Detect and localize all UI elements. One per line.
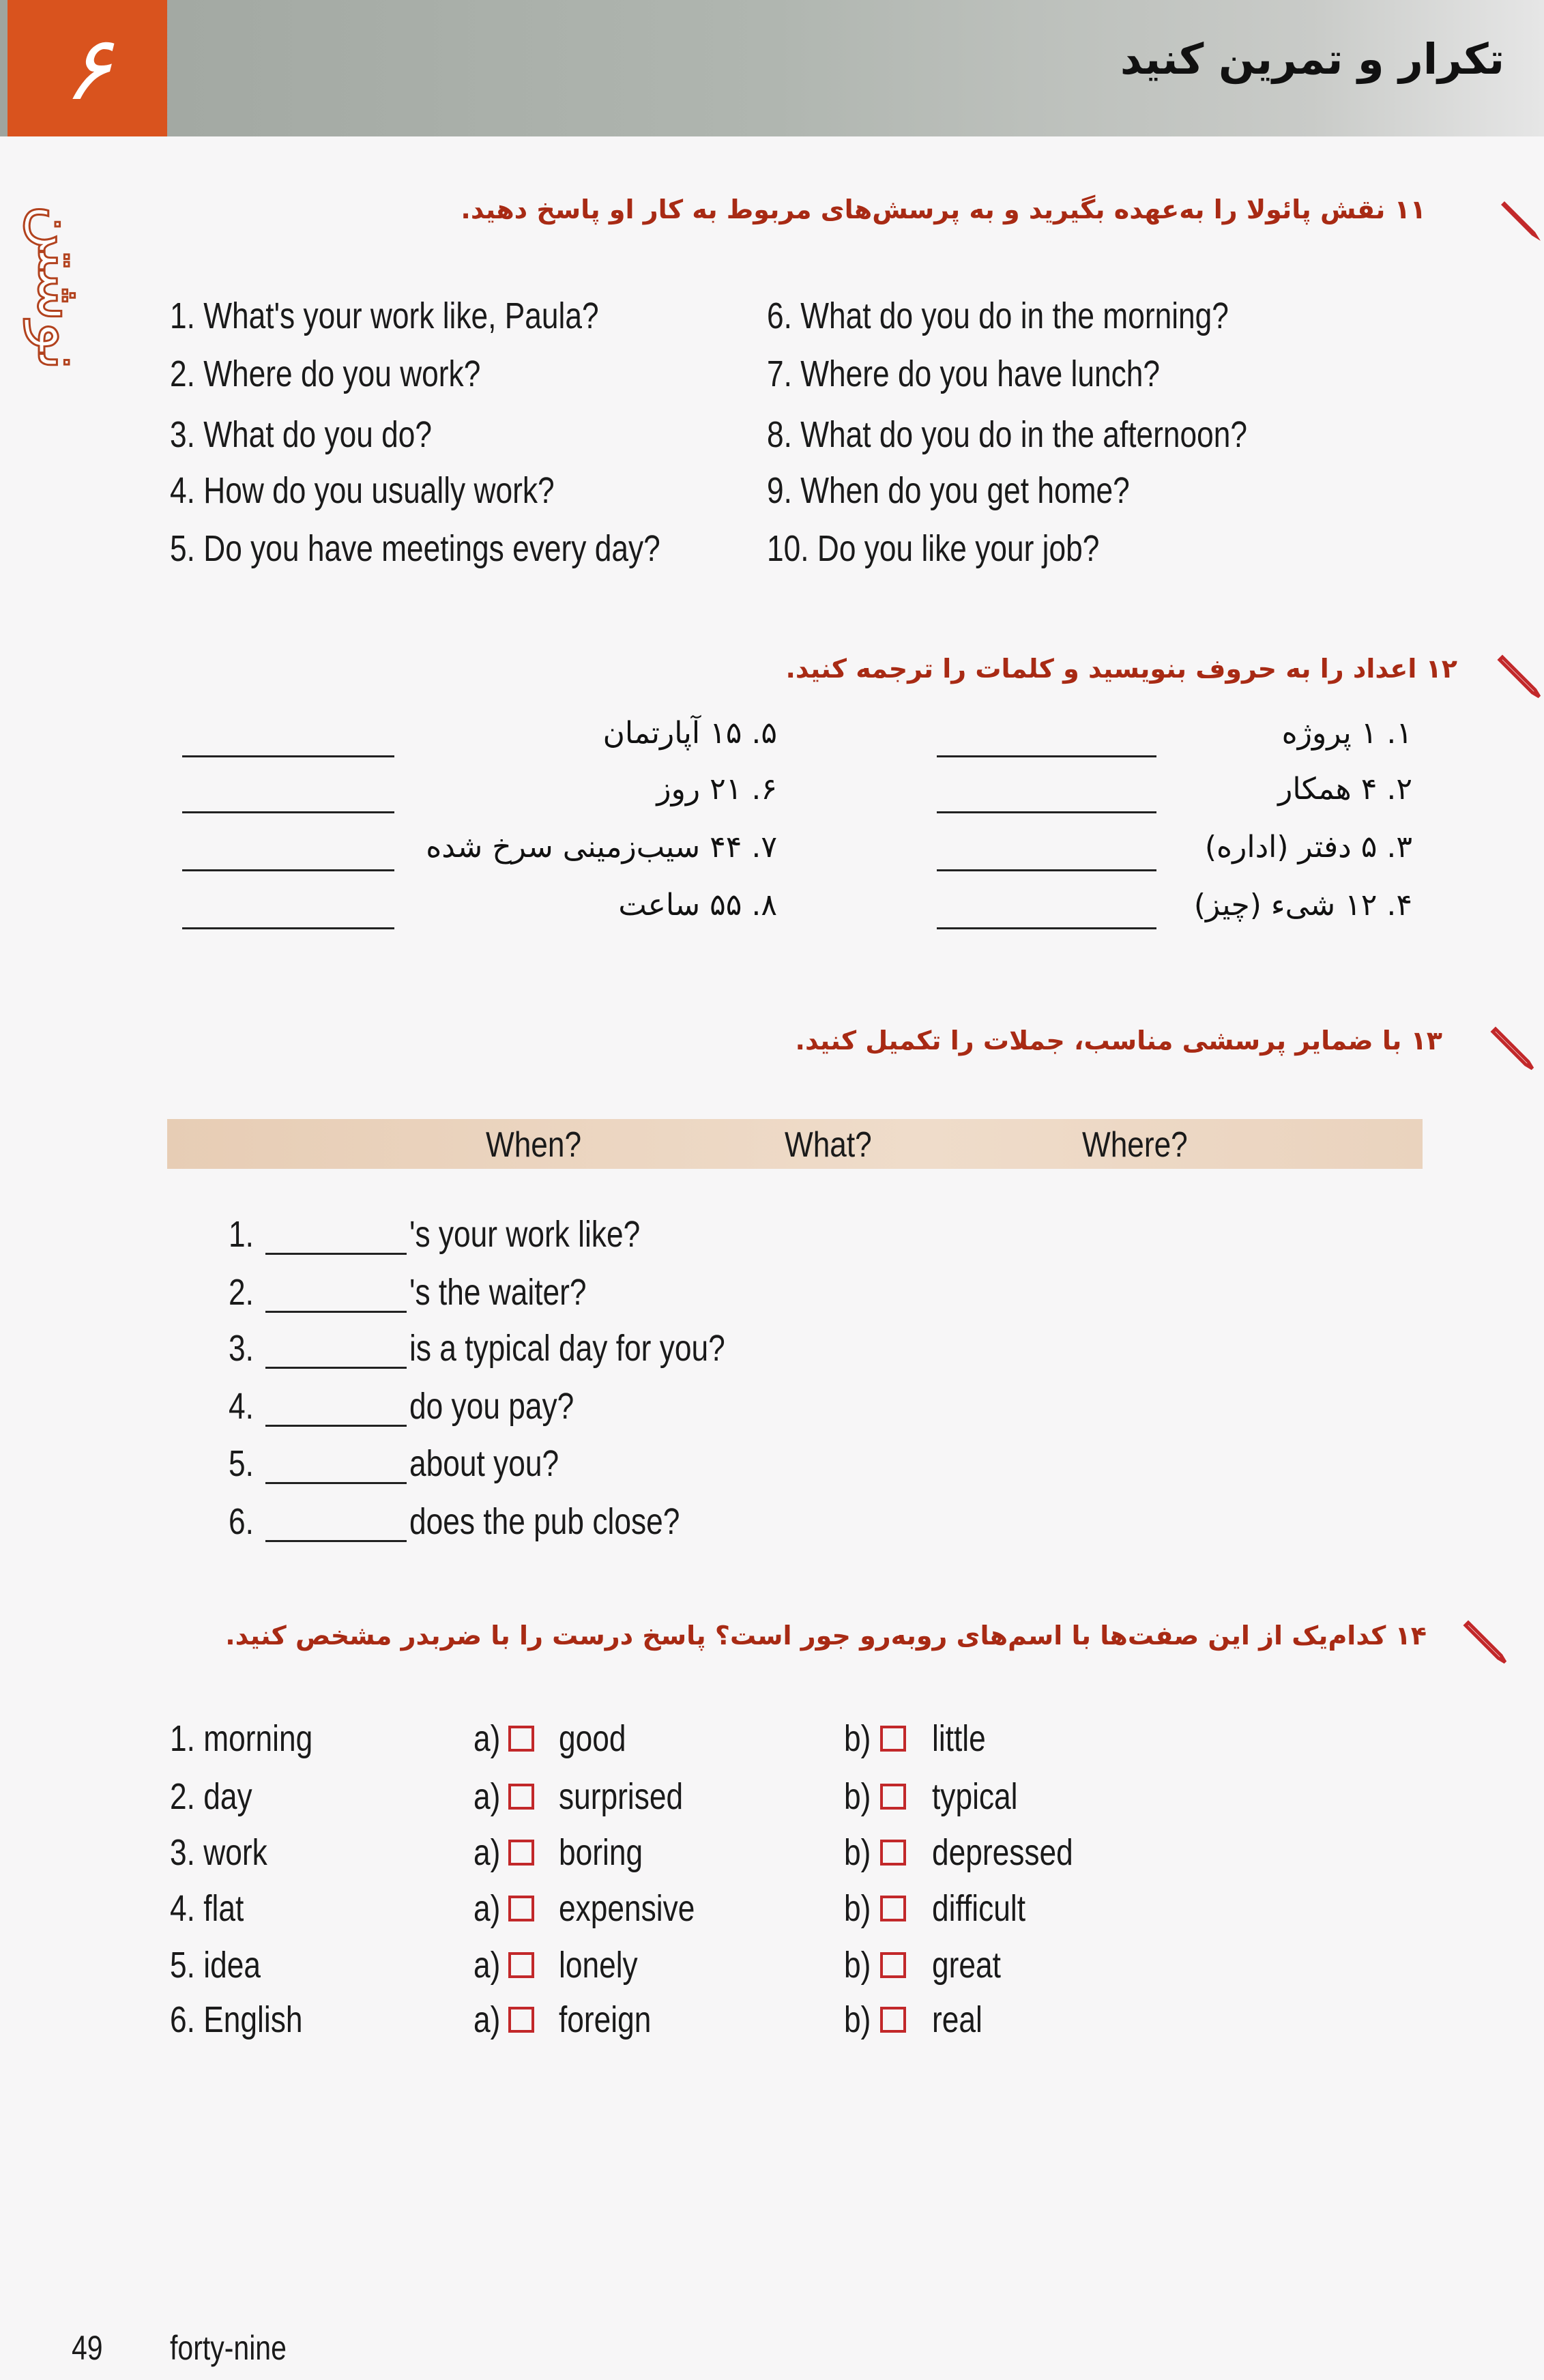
option-b-word: depressed: [932, 1832, 1073, 1873]
side-label-logo: نوشتن: [24, 205, 96, 371]
option-b-label: b): [844, 1999, 871, 2040]
option-where: Where?: [1082, 1125, 1188, 1165]
sentence-text: about you?: [409, 1443, 559, 1484]
sentence-blank[interactable]: [265, 1367, 407, 1369]
translation-item: ۳. ۵ دفتر (اداره): [1204, 830, 1412, 865]
question-item: 7. Where do you have lunch?: [767, 353, 1161, 394]
sentence-blank[interactable]: [265, 1311, 407, 1313]
option-b-word: little: [932, 1718, 986, 1759]
option-a-checkbox[interactable]: [508, 2007, 534, 2033]
option-b-word: typical: [932, 1776, 1018, 1817]
option-what: What?: [785, 1125, 872, 1165]
question-item: 10. Do you like your job?: [767, 528, 1100, 569]
option-b-label: b): [844, 1945, 871, 1986]
sentence-text: is a typical day for you?: [409, 1328, 725, 1369]
sentence-blank[interactable]: [265, 1540, 407, 1542]
sentence-number: 3.: [229, 1328, 254, 1369]
question-item: 8. What do you do in the afternoon?: [767, 414, 1248, 455]
option-a-label: a): [474, 1888, 501, 1929]
sentence-number: 5.: [229, 1443, 254, 1484]
translation-item: ۶. ۲۱ روز: [656, 772, 777, 807]
option-when: When?: [486, 1125, 582, 1165]
option-a-checkbox[interactable]: [508, 1726, 534, 1752]
noun-item: 6. English: [170, 1999, 303, 2040]
option-b-label: b): [844, 1888, 871, 1929]
word-bank: [167, 1119, 1423, 1169]
option-a-checkbox[interactable]: [508, 1840, 534, 1866]
exercise-13-title: ۱۳ با ضمایر پرسشی مناسب، جملات را تکمیل کنید.: [795, 1026, 1442, 1056]
sentence-number: 1.: [229, 1214, 254, 1255]
sentence-blank[interactable]: [265, 1253, 407, 1255]
option-b-label: b): [844, 1832, 871, 1873]
answer-blank[interactable]: [937, 811, 1156, 813]
option-a-word: lonely: [559, 1945, 638, 1986]
option-a-checkbox[interactable]: [508, 1896, 534, 1921]
question-item: 4. How do you usually work?: [170, 470, 555, 511]
sentence-text: does the pub close?: [409, 1501, 680, 1542]
option-b-word: great: [932, 1945, 1001, 1986]
answer-blank[interactable]: [182, 811, 394, 813]
noun-item: 2. day: [170, 1776, 252, 1817]
answer-blank[interactable]: [937, 755, 1156, 757]
option-a-word: foreign: [559, 1999, 652, 2040]
chapter-number: ۶: [8, 0, 167, 136]
option-a-word: surprised: [559, 1776, 684, 1817]
option-b-checkbox[interactable]: [880, 2007, 906, 2033]
page-title: تکرار و تمرین کنید: [1120, 34, 1504, 84]
option-a-label: a): [474, 1945, 501, 1986]
question-item: 3. What do you do?: [170, 414, 433, 455]
option-a-word: expensive: [559, 1888, 695, 1929]
translation-item: ۲. ۴ همکار: [1278, 772, 1412, 807]
question-item: 1. What's your work like, Paula?: [170, 295, 599, 336]
noun-item: 1. morning: [170, 1718, 313, 1759]
option-b-checkbox[interactable]: [880, 1784, 906, 1810]
option-b-label: b): [844, 1776, 871, 1817]
question-item: 6. What do you do in the morning?: [767, 295, 1229, 336]
translation-item: ۴. ۱۲ شیء (چیز): [1193, 888, 1412, 923]
option-b-word: difficult: [932, 1888, 1026, 1929]
answer-blank[interactable]: [182, 755, 394, 757]
exercise-12-title: ۱۲ اعداد را به حروف بنویسید و کلمات را ترجمه کنید.: [785, 654, 1457, 684]
question-item: 5. Do you have meetings every day?: [170, 528, 660, 569]
question-item: 9. When do you get home?: [767, 470, 1130, 511]
translation-item: ۵. ۱۵ آپارتمان: [602, 716, 777, 751]
page-number-words: forty-nine: [170, 2329, 287, 2367]
translation-item: ۷. ۴۴ سیب‌زمینی سرخ شده: [426, 830, 777, 865]
noun-item: 4. flat: [170, 1888, 244, 1929]
page-number: 49: [72, 2329, 103, 2367]
answer-blank[interactable]: [182, 927, 394, 929]
option-a-label: a): [474, 1832, 501, 1873]
option-a-word: good: [559, 1718, 626, 1759]
pencil-icon: [1460, 1617, 1508, 1665]
answer-blank[interactable]: [937, 869, 1156, 871]
sentence-number: 4.: [229, 1386, 254, 1427]
option-a-checkbox[interactable]: [508, 1784, 534, 1810]
option-b-checkbox[interactable]: [880, 1952, 906, 1978]
answer-blank[interactable]: [182, 869, 394, 871]
sentence-blank[interactable]: [265, 1425, 407, 1427]
noun-item: 5. idea: [170, 1945, 261, 1986]
pencil-icon: [1487, 1024, 1535, 1071]
sentence-text: do you pay?: [409, 1386, 574, 1427]
sentence-number: 2.: [229, 1272, 254, 1313]
answer-blank[interactable]: [937, 927, 1156, 929]
pencil-icon: [1494, 652, 1542, 699]
option-b-label: b): [844, 1718, 871, 1759]
pencil-icon: [1494, 194, 1542, 242]
sentence-number: 6.: [229, 1501, 254, 1542]
exercise-14-title: ۱۴ کدام‌یک از این صفت‌ها با اسم‌های روبه‌رو جور است؟ پاسخ درست را با ضربدر مشخص کنید.: [225, 1621, 1427, 1651]
option-a-word: boring: [559, 1832, 643, 1873]
sentence-text: 's the waiter?: [409, 1272, 587, 1313]
option-a-checkbox[interactable]: [508, 1952, 534, 1978]
translation-item: ۱. ۱ پروژه: [1281, 716, 1412, 751]
option-b-word: real: [932, 1999, 982, 2040]
noun-item: 3. work: [170, 1832, 267, 1873]
option-b-checkbox[interactable]: [880, 1726, 906, 1752]
translation-item: ۸. ۵۵ ساعت: [618, 888, 777, 923]
option-a-label: a): [474, 1999, 501, 2040]
option-a-label: a): [474, 1776, 501, 1817]
question-item: 2. Where do you work?: [170, 353, 481, 394]
option-b-checkbox[interactable]: [880, 1840, 906, 1866]
option-a-label: a): [474, 1718, 501, 1759]
option-b-checkbox[interactable]: [880, 1896, 906, 1921]
sentence-text: 's your work like?: [409, 1214, 641, 1255]
sentence-blank[interactable]: [265, 1482, 407, 1484]
exercise-11-title: ۱۱ نقش پائولا را به‌عهده بگیرید و به پرسش‌های مربوط به کار او پاسخ دهید.: [461, 194, 1426, 224]
